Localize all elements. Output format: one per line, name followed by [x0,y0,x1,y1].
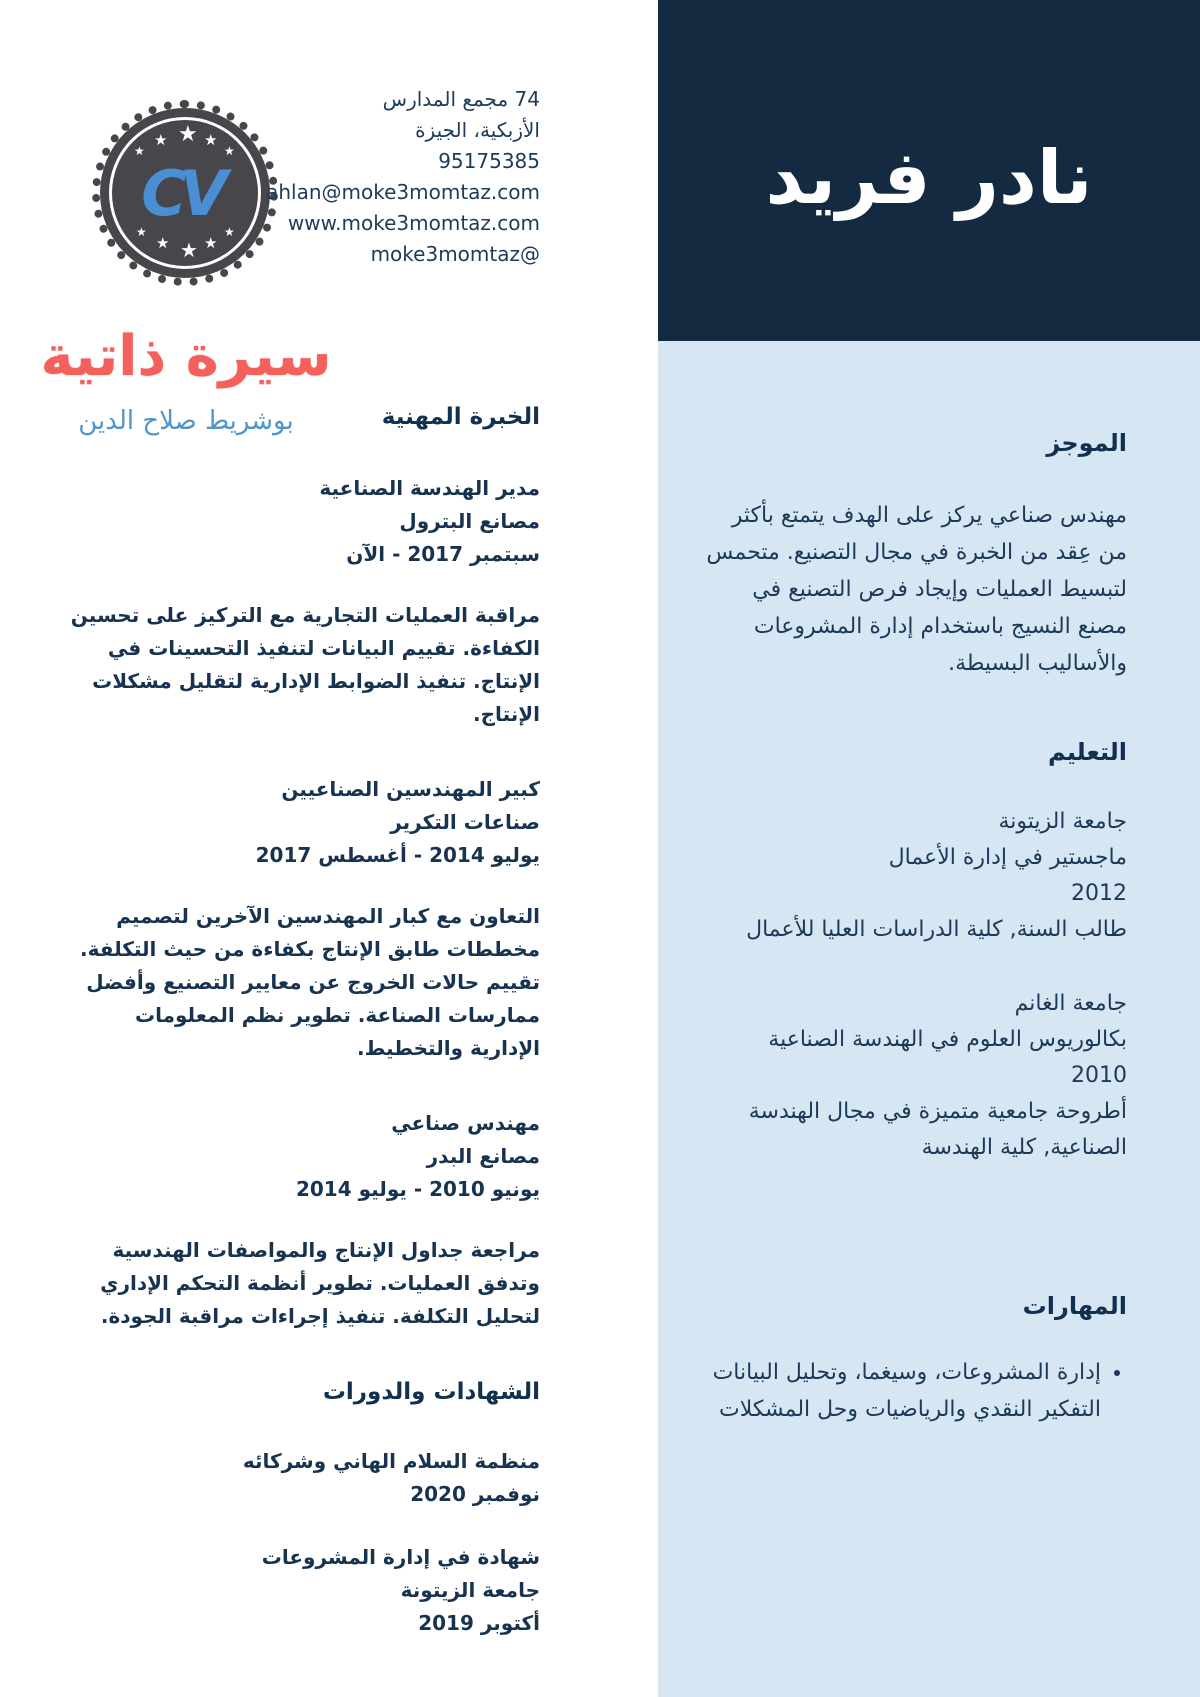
star-icon: ★ [224,225,235,239]
certification-entry [70,1445,540,1511]
summary-text: مهندس صناعي يركز على الهدف يتمتع بأكثر من عِقد من الخبرة في مجال التصنيع. متحمس لتبسيط العمليات وإيجاد فرص التصنيع في مصنع النسيج باستخدام إدارة المشروعات والأساليب البسيطة. [706,503,1127,676]
certification-org: منظمة السلام الهاني وشركائه [242,1449,540,1473]
star-icon: ★ [134,144,145,158]
star-icon: ★ [204,131,218,149]
right-column [658,0,1200,1697]
contact-website: www.moke3momtaz.com [287,211,540,235]
certification-org: جامعة الزيتونة [400,1578,540,1602]
cv-badge-logo [92,100,278,286]
education-note: طالب السنة, كلية الدراسات العليا للأعمال [746,917,1127,942]
job-dates: يوليو 2014 - أغسطس 2017 [255,843,540,867]
education-entry [700,986,1127,1166]
education-degree: ماجستير في إدارة الأعمال [888,845,1127,870]
certification-date: أكتوبر 2019 [418,1611,540,1635]
star-icon: ★ [204,234,218,252]
skills-list [700,1354,1127,1428]
contact-email: ahlan@moke3momtaz.com [266,180,540,204]
job-title: مدير الهندسة الصناعية [319,476,540,500]
star-icon: ★ [180,238,198,262]
contact-block [266,84,540,270]
left-main-content [70,404,540,1640]
job-title: مهندس صناعي [391,1111,540,1135]
job-dates: يونيو 2010 - يوليو 2014 [295,1177,540,1201]
star-icon: ★ [156,234,170,252]
person-name: نادر فريد [765,134,1093,221]
name-header-block [658,0,1200,341]
job-description: مراقبة العمليات التجارية مع التركيز على تحسين الكفاءة. تقييم البيانات لتنفيذ التحسينات في الإنتاج. تنفيذ الضوابط الإدارية لتقليل مشكلات الإنتاج. [70,603,540,726]
author-name-subtitle: بوشريط صلاح الدين [78,406,294,436]
skill-item: • إدارة المشروعات، وسيغما، وتحليل البيانات التفكير النقدي والرياضيات وحل المشكلات [700,1354,1101,1428]
document-title-calligraphy: سيرة ذاتية [40,323,332,389]
star-icon: ★ [178,122,198,147]
certification-date: نوفمبر 2020 [410,1482,540,1506]
education-note: أطروحة جامعية متميزة في مجال الهندسة الصناعية, كلية الهندسة [748,1099,1127,1160]
skills-heading: المهارات [1022,1292,1127,1320]
star-icon: ★ [154,131,168,149]
job-entry [70,472,540,571]
education-school: جامعة الزيتونة [998,809,1127,834]
star-icon: ★ [136,225,147,239]
contact-address-line: 74 مجمع المدارس [382,87,540,111]
job-entry [70,773,540,872]
job-title: كبير المهندسين الصناعيين [281,777,540,801]
education-year: 2012 [1071,881,1127,906]
certifications-heading: الشهادات والدورات [322,1379,540,1405]
education-degree: بكالوريوس العلوم في الهندسة الصناعية [768,1027,1127,1052]
contact-city-line: الأزبكية، الجيزة [415,118,540,142]
job-description: مراجعة جداول الإنتاج والمواصفات الهندسية وتدفق العمليات. تطوير أنظمة التحكم الإداري لتحليل التكلفة. تنفيذ إجراءات مراقبة الجودة. [100,1238,540,1328]
star-icon: ★ [224,144,235,158]
contact-phone: 95175385 [438,149,540,173]
job-company: مصانع البترول [399,509,540,533]
education-year: 2010 [1071,1063,1127,1088]
side-panel [658,341,1200,1697]
summary-heading: الموجز [1046,429,1127,457]
job-dates: سبتمبر 2017 - الآن [346,542,540,566]
experience-heading: الخبرة المهنية [381,404,540,430]
certification-title: شهادة في إدارة المشروعات [261,1545,540,1569]
certification-entry [70,1541,540,1640]
job-company: صناعات التكرير [390,810,540,834]
education-heading: التعليم [1048,738,1127,766]
contact-handle: moke3momtaz@ [370,242,540,266]
education-entry [700,804,1127,948]
job-description: التعاون مع كبار المهندسين الآخرين لتصميم مخططات طابق الإنتاج بكفاءة من حيث التكلفة. تقييم حالات الخروج عن معايير التصنيع وأفضل ممارسات الصناعة. تطوير نظم المعلومات الإدارية والتخطيط. [79,904,540,1060]
cv-monogram: CV [141,156,221,230]
job-entry [70,1107,540,1206]
job-company: مصانع البدر [426,1144,540,1168]
education-school: جامعة الغانم [1014,991,1127,1016]
